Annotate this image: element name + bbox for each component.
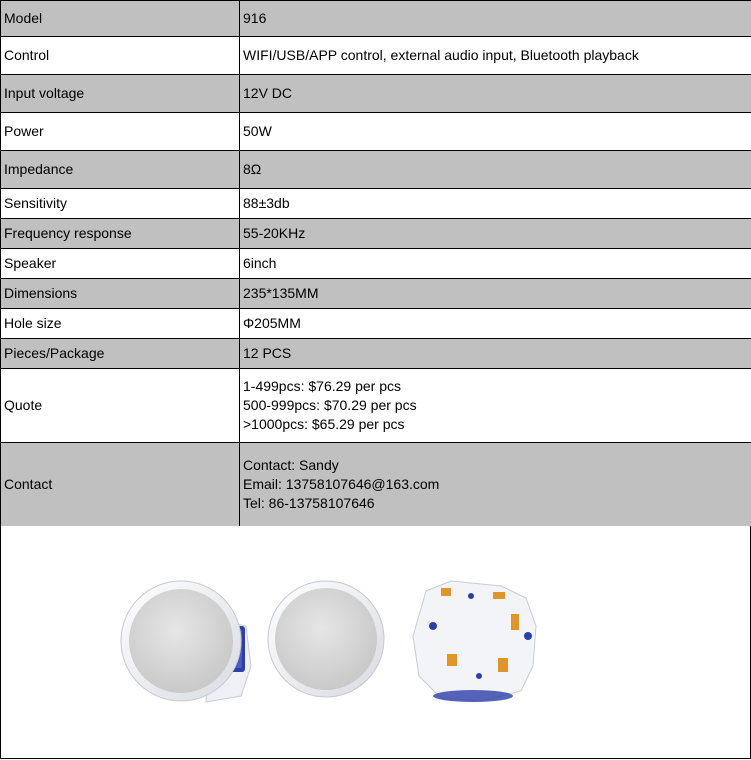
spec-label: Pieces/Package [1, 339, 240, 369]
spec-label: Frequency response [1, 219, 240, 249]
ceiling-speaker-front-icon [268, 581, 384, 697]
spec-label: Model [1, 1, 240, 37]
spec-value: 235*135MM [240, 279, 751, 309]
spec-label: Quote [1, 369, 240, 443]
spec-row-control [1, 37, 751, 75]
spec-label: Contact [1, 443, 240, 527]
spec-row-impedance [1, 151, 751, 189]
spec-row-dimensions [1, 279, 751, 309]
spec-label: Hole size [1, 309, 240, 339]
spec-row-input-voltage [1, 75, 751, 113]
ceiling-speaker-back-icon [413, 581, 536, 702]
spec-row-model [1, 1, 751, 37]
quote-line: 500-999pcs: $70.29 per pcs [243, 397, 417, 413]
spec-value: 916 [240, 1, 751, 37]
spec-value: 55-20KHz [240, 219, 751, 249]
product-photo [0, 526, 751, 759]
spec-value: 12V DC [240, 75, 751, 113]
spec-row-pieces-package [1, 339, 751, 369]
spec-row-quote [1, 369, 751, 443]
contact-line: Tel: 86-13758107646 [243, 495, 375, 511]
spec-label: Sensitivity [1, 189, 240, 219]
spec-label: Control [1, 37, 240, 75]
spec-value: 6inch [240, 249, 751, 279]
spec-value: 88±3db [240, 189, 751, 219]
ceiling-speaker-angled-icon [121, 581, 251, 702]
spec-label: Power [1, 113, 240, 151]
speakers-illustration [1, 526, 750, 758]
spec-value: WIFI/USB/APP control, external audio input, Bluetooth playback [240, 37, 751, 75]
spec-value: Φ205MM [240, 309, 751, 339]
quote-value [240, 369, 751, 443]
quote-line: >1000pcs: $65.29 per pcs [243, 416, 405, 432]
spec-label: Input voltage [1, 75, 240, 113]
spec-label: Dimensions [1, 279, 240, 309]
spec-row-sensitivity [1, 189, 751, 219]
contact-line: Contact: Sandy [243, 457, 339, 473]
quote-line: 1-499pcs: $76.29 per pcs [243, 378, 401, 394]
contact-value [240, 443, 751, 527]
spec-row-hole-size [1, 309, 751, 339]
spec-row-contact [1, 443, 751, 527]
spec-value: 50W [240, 113, 751, 151]
spec-label: Speaker [1, 249, 240, 279]
spec-row-frequency-response [1, 219, 751, 249]
spec-row-speaker [1, 249, 751, 279]
spec-row-power [1, 113, 751, 151]
contact-line: Email: 13758107646@163.com [243, 476, 440, 492]
spec-value: 8Ω [240, 151, 751, 189]
spec-label: Impedance [1, 151, 240, 189]
spec-value: 12 PCS [240, 339, 751, 369]
